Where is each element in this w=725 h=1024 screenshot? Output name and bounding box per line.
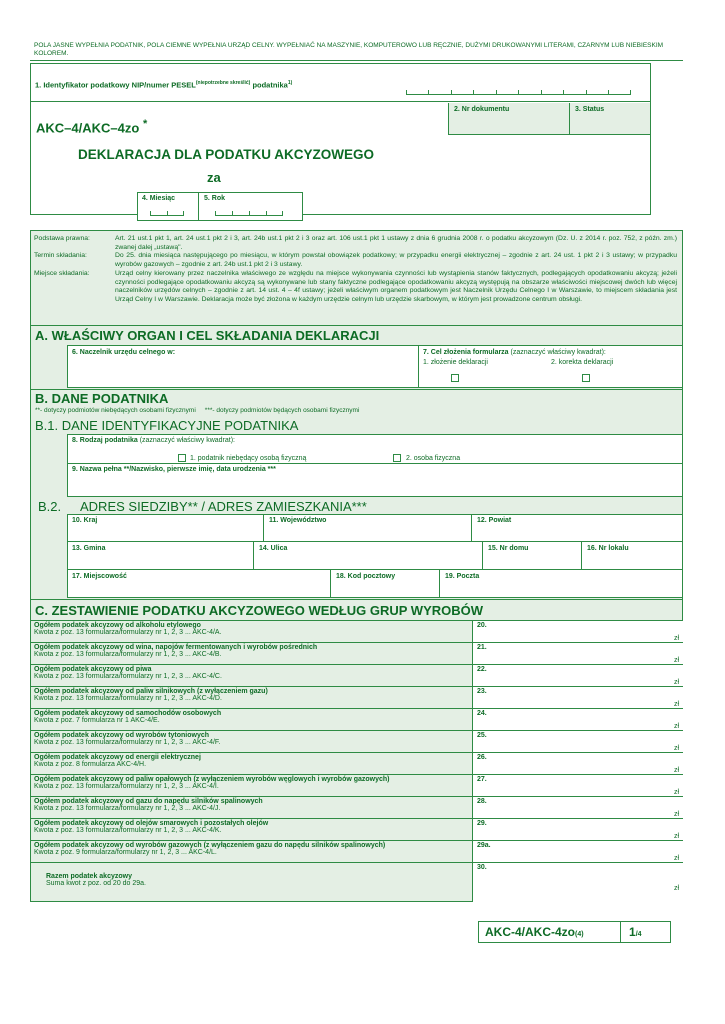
purpose-field: 7. Cel złożenia formularza (zaznaczyć właściwy kwadrat): 1. złożenie deklaracji 2. korekta deklaracji bbox=[419, 345, 683, 388]
city-field[interactable]: 17. Miejscowość bbox=[67, 570, 331, 598]
tax-row: Ogółem podatek akcyzowy od paliw silnikowych (z wyłączeniem gazu) Kwota z poz. 13 formularza/formularzy nr 1, 2, 3 ... AKC-4/D. 23. zł bbox=[30, 686, 683, 708]
b2-title: ADRES SIEDZIBY** / ADRES ZAMIESZKANIA*** bbox=[80, 499, 367, 514]
section-c-divider bbox=[30, 599, 683, 600]
post-office-field[interactable]: 19. Poczta bbox=[445, 573, 480, 580]
tax-row: Ogółem podatek akcyzowy od wyrobów tytoniowych Kwota z poz. 13 formularza/formularzy nr 1, 2, 3 ... AKC-4/F. 25. zł bbox=[30, 730, 683, 752]
za-label: za bbox=[207, 170, 221, 185]
month-field[interactable]: 4. Miesiąc bbox=[137, 192, 199, 221]
submission-checkbox[interactable] bbox=[451, 374, 459, 382]
natural-person-checkbox[interactable] bbox=[393, 454, 401, 462]
amount-input[interactable]: 24. zł bbox=[473, 709, 683, 731]
legal-info: Podstawa prawna: Art. 21 ust.1 pkt 1, art. 24 ust.1 pkt 2 i 3, art. 24b ust.1 pkt 2 i 3 oraz art. 106 ust.1 pkt 1 ustawy z dnia 6 grudnia 2008 r. o podatku akcyzowym (Dz. U. z 2014 r. poz. 752, z późn. zm.) zwanej dalej „ustawą". Termin składania: Do 25. dnia miesiąca następującego po miesiącu, w którym powstał obowiązek podatkowy; w przypadku energii elektrycznej – zgodnie z art. 24 ust. 1 pkt 2 i 3 ustawy; w przypadku wyrobów gazowych – zgodnie z art. 24b ust.1 pkt 2 i 3 ustawy. Miejsce składania: Urząd celny kierowany przez naczelnika właściwego ze względu na miejsce wykonywania czynności lub wystąpienia stanów faktycznych, podlegających opodatkowaniu akcyzą; jeżeli czynności podlegające opodatkowaniu akcyzą są wykonywane lub stany faktyczne podlegające opodatkowaniu akcyzą występują na obszarze właściwości miejscowej dwóch lub więcej naczelników urzędów celnych – zgodnie z art. 14 ust. 4 – 4f ustawy; jeżeli właściwym organem podatkowym jest Naczelnik Urzędu Celnego I w Warszawie, to miejscem składania jest Urząd Celny I w Warszawie. Deklaracja może być złożona w każdym urzędzie celnym lub urzędzie skarbowym, w którym jest prowadzone centrum obsługi. bbox=[30, 230, 683, 326]
tax-row: Ogółem podatek akcyzowy od samochodów osobowych Kwota z poz. 7 formularza nr 1 AKC-4/E. 24. zł bbox=[30, 708, 683, 730]
b2-number: B.2. bbox=[38, 499, 62, 514]
country-field[interactable]: 10. Kraj bbox=[67, 514, 264, 542]
taxpayer-type-field: 8. Rodzaj podatnika (zaznaczyć właściwy kwadrat): 1. podatnik niebędący osobą fizyczną 2. osoba fizyczna bbox=[67, 434, 683, 464]
postal-code-field[interactable]: 18. Kod pocztowy bbox=[331, 570, 440, 598]
correction-checkbox[interactable] bbox=[582, 374, 590, 382]
instruction-text: POLA JASNE WYPEŁNIA PODATNIK, POLA CIEMNE WYPEŁNIA URZĄD CELNY. WYPEŁNIAĆ NA MASZYNIE, KOMPUTEROWO LUB RĘCZNIE, DUŻYMI DRUKOWANYMI LITERAMI, CZARNYM LUB NIEBIESKIM KOLOREM. bbox=[34, 42, 664, 57]
section-b-title: B. DANE PODATNIKA bbox=[35, 391, 169, 406]
section-b-divider bbox=[30, 389, 683, 390]
tax-row: Ogółem podatek akcyzowy od gazu do napędu silników spalinowych Kwota z poz. 13 formularza/formularzy nr 1, 2, 3 ... AKC-4/J. 28. zł bbox=[30, 796, 683, 818]
footer-form-code: AKC-4/AKC-4zo(4) bbox=[478, 921, 621, 943]
footer-page-number: 1/4 bbox=[621, 921, 671, 943]
form-title: DEKLARACJA DLA PODATKU AKCYZOWEGO bbox=[78, 147, 374, 162]
section-a-title: A. WŁAŚCIWY ORGAN I CEL SKŁADANIA DEKLARACJI bbox=[35, 328, 380, 343]
nip-field[interactable] bbox=[31, 64, 650, 102]
amount-input[interactable]: 20. zł bbox=[473, 621, 683, 643]
voivodeship-field[interactable]: 11. Województwo bbox=[264, 514, 472, 542]
b1-title: B.1. DANE IDENTYFIKACYJNE PODATNIKA bbox=[35, 418, 299, 433]
total-amount-input[interactable]: 30. zł bbox=[473, 863, 683, 902]
section-b-note: **- dotyczy podmiotów niebędących osobami fizycznymi ***- dotyczy podmiotów będących osobami fizycznymi bbox=[35, 407, 360, 414]
street-field[interactable]: 14. Ulica bbox=[254, 542, 483, 570]
section-c-title: C. ZESTAWIENIE PODATKU AKCYZOWEGO WEDŁUG GRUP WYROBÓW bbox=[35, 603, 484, 618]
tax-row: Ogółem podatek akcyzowy od alkoholu etylowego Kwota z poz. 13 formularza/formularzy nr 1, 2, 3 ... AKC-4/A. 20. zł bbox=[30, 620, 683, 642]
tax-row: Ogółem podatek akcyzowy od wina, napojów fermentowanych i wyrobów pośrednich Kwota z poz. 13 formularza/formularzy nr 1, 2, 3 ... AKC-4/B. 21. zł bbox=[30, 642, 683, 664]
form-code: AKC–4/AKC–4zo * bbox=[36, 118, 148, 136]
customs-office-field[interactable]: 6. Naczelnik urzędu celnego w: bbox=[67, 345, 419, 388]
nip-boxes bbox=[406, 90, 631, 95]
amount-input[interactable]: 28. zł bbox=[473, 797, 683, 819]
status-field: 3. Status bbox=[570, 103, 650, 135]
commune-field[interactable]: 13. Gmina bbox=[67, 542, 254, 570]
year-field[interactable]: 5. Rok bbox=[199, 192, 303, 221]
apartment-number-field[interactable]: 16. Nr lokalu bbox=[582, 542, 683, 570]
top-divider bbox=[30, 60, 683, 61]
amount-input[interactable]: 22. zł bbox=[473, 665, 683, 687]
total-row: Razem podatek akcyzowy Suma kwot z poz. od 20 do 29a. 30. zł bbox=[30, 862, 683, 902]
tax-row: Ogółem podatek akcyzowy od energii elektrycznej Kwota z poz. 8 formularza AKC-4/H. 26. zł bbox=[30, 752, 683, 774]
house-number-field[interactable]: 15. Nr domu bbox=[483, 542, 582, 570]
amount-input[interactable]: 23. zł bbox=[473, 687, 683, 709]
tax-row: Ogółem podatek akcyzowy od paliw opałowych (z wyłączeniem wyrobów węglowych i wyrobów gazowych) Kwota z poz. 13 formularza/formularzy nr 1, 2, 3 ... AKC-4/I. 27. zł bbox=[30, 774, 683, 796]
amount-input[interactable]: 29. zł bbox=[473, 819, 683, 841]
nip-label: 1. Identyfikator podatkowy NIP/numer $PESEL^{(niepotrzebne skreślić)}$ podatnika$^{1)}$ bbox=[35, 80, 293, 90]
non-natural-person-checkbox[interactable] bbox=[178, 454, 186, 462]
doc-number-field: 2. Nr dokumentu bbox=[448, 103, 570, 135]
tax-row: Ogółem podatek akcyzowy od wyrobów gazowych (z wyłączeniem gazu do napędu silników spalinowych) Kwota z poz. 9 formularza/formularzy nr 1, 2, 3 ... AKC-4/L. 29a. zł bbox=[30, 840, 683, 862]
full-name-field[interactable]: 9. Nazwa pełna **/Nazwisko, pierwsze imię, data urodzenia *** bbox=[67, 464, 683, 497]
amount-input[interactable]: 26. zł bbox=[473, 753, 683, 775]
tax-row: Ogółem podatek akcyzowy od piwa Kwota z poz. 13 formularza/formularzy nr 1, 2, 3 ... AKC-4/C. 22. zł bbox=[30, 664, 683, 686]
amount-input[interactable]: 21. zł bbox=[473, 643, 683, 665]
amount-input[interactable]: 27. zł bbox=[473, 775, 683, 797]
tax-row: Ogółem podatek akcyzowy od olejów smarowych i pozostałych olejów Kwota z poz. 13 formularza/formularzy nr 1, 2, 3 ... AKC-4/K. 29. zł bbox=[30, 818, 683, 840]
amount-input[interactable]: 25. zł bbox=[473, 731, 683, 753]
amount-input[interactable]: 29a. zł bbox=[473, 841, 683, 863]
county-field[interactable]: 12. Powiat bbox=[472, 514, 683, 542]
